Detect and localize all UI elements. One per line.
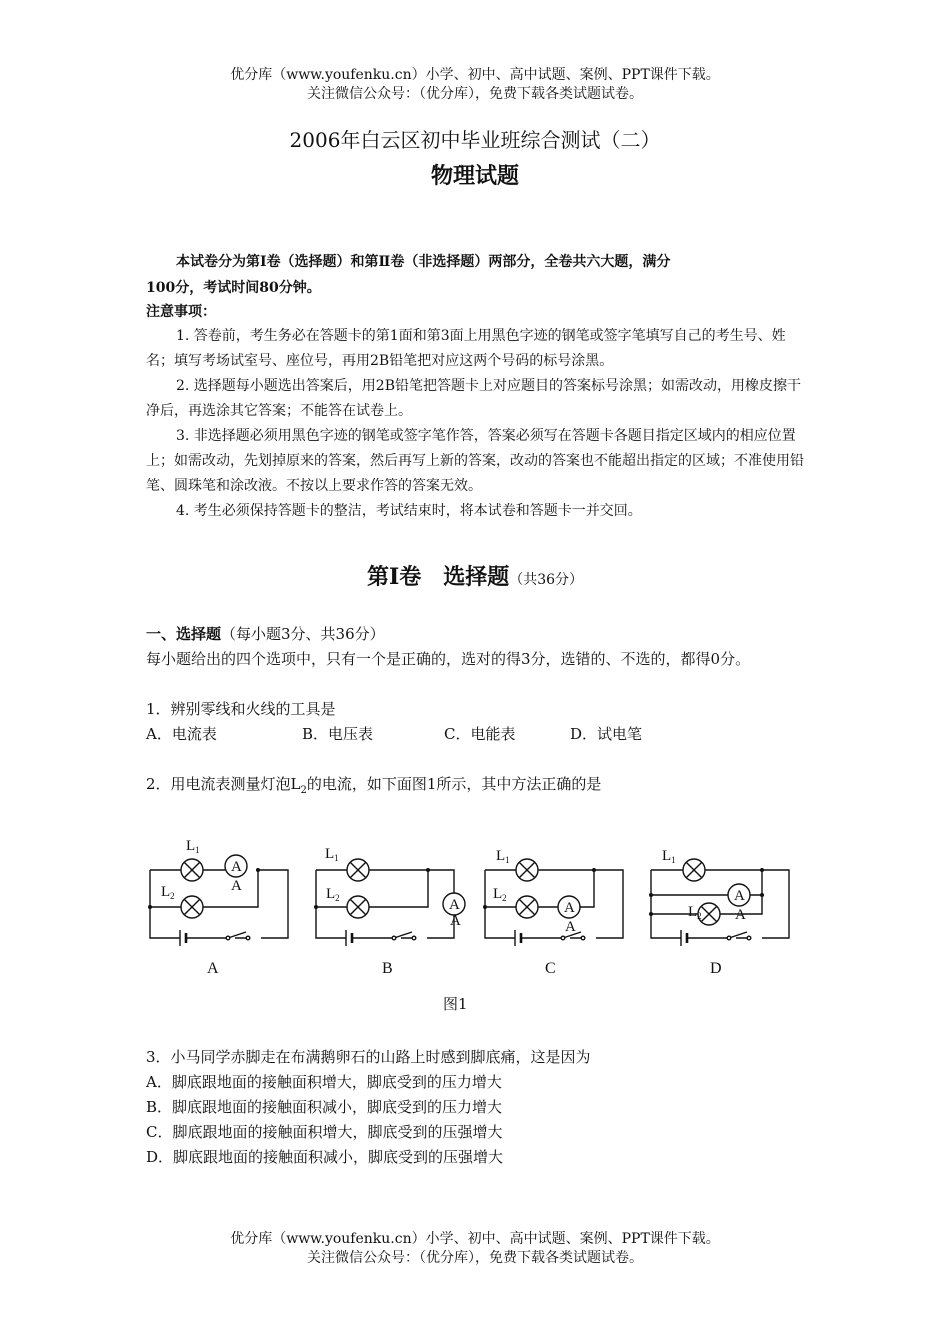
circuit-d-l1-label: $L_1$ — [662, 848, 676, 865]
circuit-a-meter-label: A — [231, 859, 242, 875]
q3-option-a: A．脚底跟地面的接触面积增大，脚底受到的压力增大 — [146, 1073, 502, 1091]
page-footer-line2: 关注微信公众号：（优分库），免费下载各类试题试卷。 — [307, 1250, 643, 1266]
q1-option-d: D．试电笔 — [570, 725, 643, 743]
q3-option-d: D．脚底跟地面的接触面积减小，脚底受到的压强增大 — [146, 1148, 504, 1166]
circuit-b-meter-label-b: A — [450, 913, 461, 929]
circuit-b-caption: B — [382, 960, 393, 977]
q2-stem-a: 2．用电流表测量灯泡L — [146, 775, 301, 793]
q1-option-a: A．电流表 — [146, 725, 217, 743]
circuit-c-meter-label: A — [564, 900, 575, 916]
part1-heading-row — [146, 622, 385, 647]
notice-2: 2. 选择题每小题选出答案后，用2B铅笔把答题卡上对应题目的答案标号涂黑；如需改动，用橡皮擦干净后，再选涂其它答案；不能答在试卷上。 — [146, 378, 802, 419]
circuit-c-l1-label: $L_1$ — [496, 848, 510, 865]
circuit-d-meter-label-b: A — [735, 907, 746, 923]
q1-options — [146, 722, 812, 747]
circuit-a-meter-label-b: A — [231, 878, 242, 894]
notice-4: 4. 考生必须保持答题卡的整洁，考试结束时，将本试卷和答题卡一并交回。 — [176, 503, 642, 519]
circuit-d-lamp1-icon — [683, 859, 705, 881]
circuit-c-lamp2-icon — [516, 896, 538, 918]
circuit-c-caption: C — [545, 960, 556, 977]
circuit-c-meter-label-b: A — [565, 919, 576, 935]
q2-stem-b: 的电流，如下面图1所示，其中方法正确的是 — [306, 775, 602, 793]
q2-stem — [146, 772, 601, 803]
section-title — [0, 560, 950, 591]
circuit-c-l2-label: $L_2$ — [493, 886, 507, 903]
q3-stem: 3．小马同学赤脚走在布满鹅卵石的山路上时感到脚底痛，这是因为 — [146, 1048, 591, 1066]
page-header-line2: 关注微信公众号：（优分库），免费下载各类试题试卷。 — [307, 86, 643, 102]
circuit-a-l2-label: $L_2$ — [161, 884, 175, 901]
circuit-a-lamp2-icon — [181, 896, 203, 918]
circuit-b-lamp2-icon — [347, 896, 369, 918]
q1-option-b: B．电压表 — [302, 725, 374, 743]
circuit-a-caption: A — [207, 960, 219, 977]
part1-instruction: 每小题给出的四个选项中，只有一个是正确的，选对的得3分，选错的、不选的，都得0分。 — [146, 650, 751, 668]
part1-heading-note: （每小题3分、共36分） — [221, 625, 385, 643]
circuit-b-meter-label: A — [449, 897, 460, 913]
circuit-d-l2-label: $L_2$ — [688, 904, 702, 921]
circuit-d-caption: D — [710, 960, 722, 977]
q2-stem-sub: 2 — [300, 785, 307, 796]
q1-option-c: C．电能表 — [444, 725, 516, 743]
part1-heading: 一、选择题 — [146, 625, 222, 643]
exam-title: 2006年白云区初中毕业班综合测试（二） — [289, 128, 661, 152]
intro-line2: 100分，考试时间80分钟。 — [146, 280, 321, 296]
figure-1-caption: 图1 — [443, 995, 468, 1013]
circuit-b-l1-label: $L_1$ — [325, 846, 339, 863]
page-footer-line1: 优分库（www.youfenku.cn）小学、初中、高中试题、案例、PPT课件下载。 — [230, 1231, 720, 1247]
exam-subtitle: 物理试题 — [430, 163, 519, 189]
notice-3: 3. 非选择题必须用黑色字迹的钢笔或签字笔作答，答案必须写在答题卡各题目指定区域内的相应位置上；如需改动，先划掉原来的答案，然后再写上新的答案，改动的答案也不能超出指定的区域；不准使用铅笔、圆珠笔和涂改液。不按以上要求作答的答案无效。 — [146, 428, 804, 494]
circuit-d-meter-label: A — [734, 888, 745, 904]
circuit-a-l1-label: $L_1$ — [186, 838, 200, 855]
q3-option-c: C．脚底跟地面的接触面积增大，脚底受到的压强增大 — [146, 1123, 503, 1141]
figure-1-circuits — [130, 830, 810, 1020]
circuit-c-wires — [485, 870, 623, 938]
page-header-line1: 优分库（www.youfenku.cn）小学、初中、高中试题、案例、PPT课件下载。 — [230, 67, 720, 83]
circuit-b-wires — [316, 870, 454, 938]
notice-1: 1. 答卷前，考生务必在答题卡的第1面和第3面上用黑色字迹的钢笔或签字笔填写自己的考生号、姓名；填写考场试室号、座位号，再用2B铅笔把对应这两个号码的标号涂黑。 — [146, 328, 786, 369]
circuit-b-l2-label: $L_2$ — [326, 886, 340, 903]
q1-stem: 1．辨别零线和火线的工具是 — [146, 700, 336, 718]
circuit-a-wires — [150, 870, 288, 938]
circuit-d-wires — [651, 870, 789, 938]
notice-title: 注意事项： — [146, 304, 216, 320]
intro-line1: 本试卷分为第Ⅰ卷（选择题）和第Ⅱ卷（非选择题）两部分，全卷共六大题，满分 — [176, 254, 671, 270]
section-title-text: 第Ⅰ卷 选择题 — [366, 564, 510, 590]
q3-option-b: B．脚底跟地面的接触面积减小，脚底受到的压力增大 — [146, 1098, 503, 1116]
circuit-a-lamp1-icon — [181, 859, 203, 881]
section-score: （共36分） — [509, 572, 584, 588]
circuit-b-lamp1-icon — [347, 859, 369, 881]
circuit-c-lamp1-icon — [516, 859, 538, 881]
